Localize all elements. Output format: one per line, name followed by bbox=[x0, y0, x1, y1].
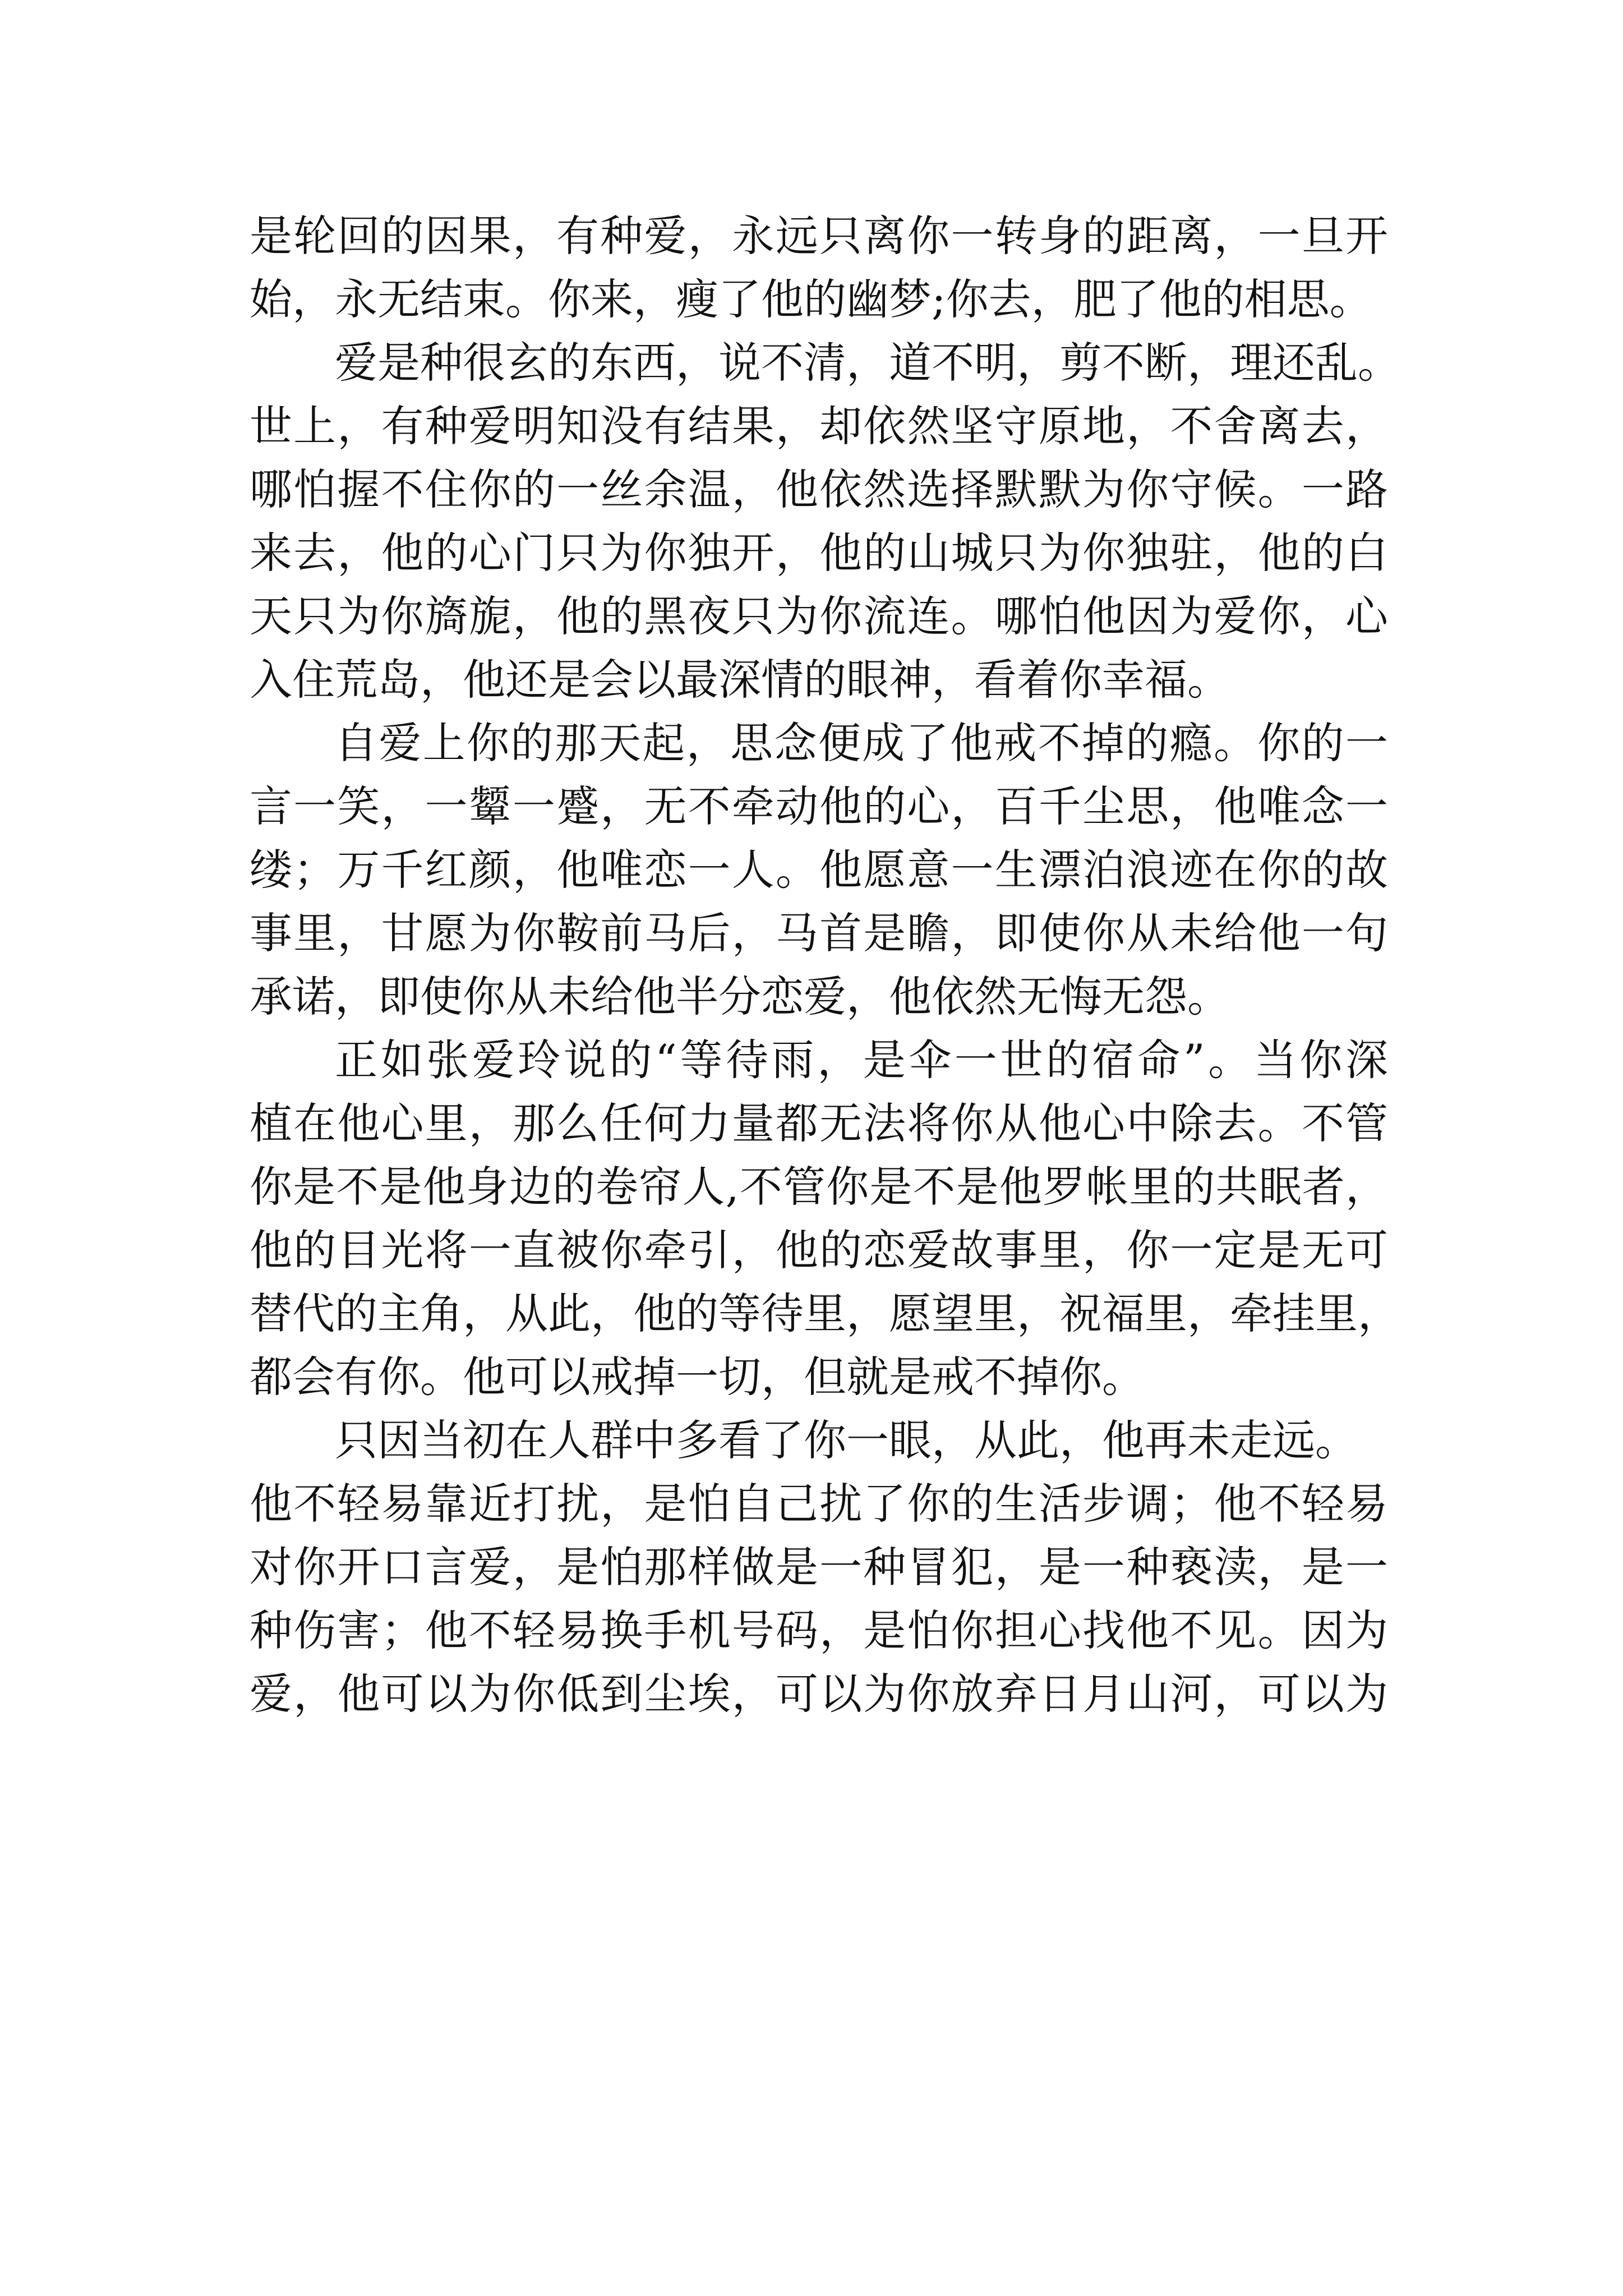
paragraph-first-line: 正如张爱玲说的“等待雨，是伞一世的宿命”。当你深 bbox=[335, 1035, 1388, 1085]
text-line: 爱，他可以为你低到尘埃，可以为你放弃日月山河，可以为 bbox=[250, 1669, 1388, 1719]
text-line: 天只为你旖旎，他的黑夜只为你流连。哪怕他因为爱你，心 bbox=[250, 591, 1388, 641]
text-line: 对你开口言爱，是怕那样做是一种冒犯，是一种亵渎，是一 bbox=[250, 1542, 1388, 1592]
text-line: 种伤害；他不轻易换手机号码，是怕你担心找他不见。因为 bbox=[250, 1605, 1388, 1655]
text-line: 是轮回的因果，有种爱，永远只离你一转身的距离，一旦开 bbox=[250, 211, 1388, 261]
text-line: 都会有你。他可以戒掉一切，但就是戒不掉你。 bbox=[250, 1352, 1145, 1402]
paragraph-first-line: 自爱上你的那天起，思念便成了他戒不掉的瘾。你的一 bbox=[335, 718, 1388, 768]
paragraph-first-line: 只因当初在人群中多看了你一眼，从此，他再未走远。 bbox=[335, 1415, 1358, 1465]
text-line: 言一笑，一颦一蹙，无不牵动他的心，百千尘思，他唯念一 bbox=[250, 781, 1388, 831]
text-line: 入住荒岛，他还是会以最深情的眼神，看着你幸福。 bbox=[250, 655, 1230, 705]
text-line: 你是不是他身边的卷帘人,不管你是不是他罗帐里的共眠者， bbox=[250, 1162, 1388, 1212]
text-line: 世上，有种爱明知没有结果，却依然坚守原地，不舍离去， bbox=[250, 401, 1388, 451]
text-line: 来去，他的心门只为你独开，他的山城只为你独驻，他的白 bbox=[250, 528, 1388, 578]
text-line: 缕；万千红颜，他唯恋一人。他愿意一生漂泊浪迹在你的故 bbox=[250, 845, 1388, 895]
text-line: 承诺，即使你从未给他半分恋爱，他依然无悔无怨。 bbox=[250, 972, 1230, 1022]
body-text bbox=[250, 209, 1400, 1730]
text-line: 他不轻易靠近打扰，是怕自己扰了你的生活步调；他不轻易 bbox=[250, 1479, 1388, 1529]
text-line: 始，永无结束。你来，瘦了他的幽梦;你去，肥了他的相思。 bbox=[250, 274, 1372, 324]
paragraph-first-line: 爱是种很玄的东西，说不清，道不明，剪不断，理还乱。 bbox=[335, 338, 1400, 388]
text-line: 他的目光将一直被你牵引，他的恋爱故事里，你一定是无可 bbox=[250, 1225, 1388, 1275]
text-line: 事里，甘愿为你鞍前马后，马首是瞻，即使你从未给他一句 bbox=[250, 908, 1388, 958]
text-line: 植在他心里，那么任何力量都无法将你从他心中除去。不管 bbox=[250, 1098, 1388, 1148]
text-line: 替代的主角，从此，他的等待里，愿望里，祝福里，牵挂里， bbox=[250, 1289, 1400, 1338]
text-line: 哪怕握不住你的一丝余温，他依然选择默默为你守候。一路 bbox=[250, 464, 1388, 514]
